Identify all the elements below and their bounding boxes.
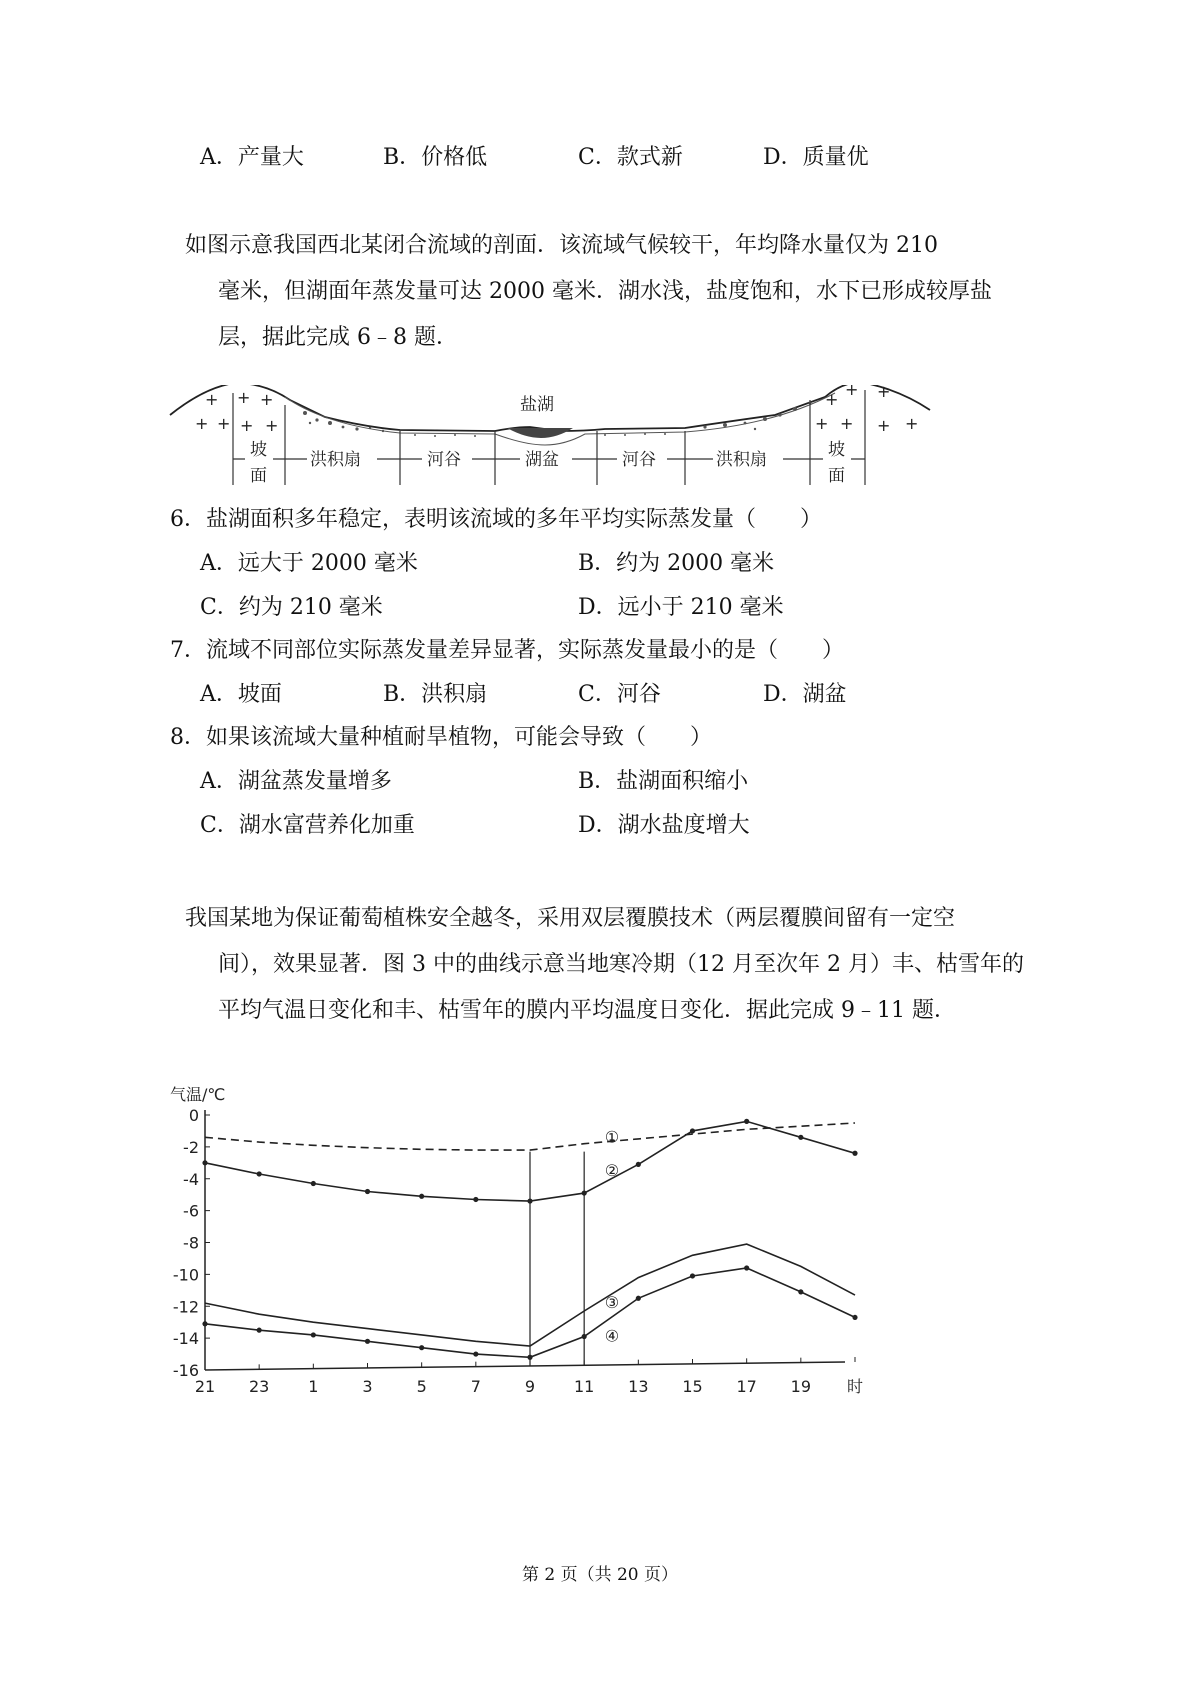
data-point [473,1197,478,1202]
y-tick-label: -2 [183,1137,199,1157]
data-point [744,1265,749,1270]
zone-slope-left-bottom: 面 [250,466,267,486]
q7-option-b: B．洪积扇 [383,682,488,707]
svg-text:+: + [825,390,839,409]
x-tick-label: 1 [308,1377,319,1396]
data-point [527,1355,532,1360]
x-tick-label: 13 [628,1377,649,1396]
x-tick-label: 时 [846,1377,864,1396]
data-point [365,1189,370,1194]
y-axis-label: 气温/℃ [170,1085,226,1104]
q6-option-b: B．约为 2000 毫米 [578,551,775,576]
x-tick-label: 15 [682,1377,703,1396]
data-point [257,1171,262,1176]
svg-text:+: + [877,416,891,435]
salt-lake-label: 盐湖 [520,395,554,415]
data-point [419,1194,424,1199]
data-point [311,1332,316,1337]
svg-text:+: + [840,414,854,433]
q5-option-b: B．价格低 [383,145,488,170]
q7-option-a: A．坡面 [200,682,282,707]
svg-text:+: + [265,416,279,435]
q8-option-b: B．盐湖面积缩小 [578,769,749,794]
data-point [419,1345,424,1350]
x-tick-label: 5 [416,1377,427,1396]
q7-option-c: C．河谷 [578,682,661,707]
zone-valley-right: 河谷 [622,450,656,470]
x-tick-label: 23 [248,1377,270,1396]
q6-option-c: C．约为 210 毫米 [200,595,383,620]
y-tick-label: -6 [183,1201,199,1221]
y-tick-label: -4 [183,1169,199,1189]
x-tick-label: 11 [573,1377,595,1396]
basin-profile-diagram [165,385,945,490]
q5-option-c: C．款式新 [578,145,683,170]
question-8-stem: 8．如果该流域大量种植耐旱植物，可能会导致（ ） [170,725,712,750]
svg-text:+: + [905,414,919,433]
svg-text:+: + [240,416,254,435]
data-point [582,1190,587,1195]
svg-text:+: + [815,414,829,433]
data-point [798,1135,803,1140]
data-point [852,1315,857,1320]
q5-option-d: D．质量优 [763,145,869,170]
q6-option-a: A．远大于 2000 毫米 [200,551,418,576]
y-tick-label: 0 [188,1106,199,1125]
data-point [311,1181,316,1186]
x-tick-label: 21 [194,1377,216,1396]
passage-salt-lake-rest: 毫米，但湖面年蒸发量可达 2000 毫米．湖水浅，盐度饱和，水下已形成较厚盐层，据此完成 6﹣8 题． [218,279,992,350]
series-line [205,1123,855,1150]
svg-text:+: + [237,388,251,407]
x-tick-label: 9 [524,1377,536,1396]
q5-option-a: A．产量大 [200,145,304,170]
y-tick-label: -8 [183,1233,199,1253]
data-point [365,1339,370,1344]
x-axis [205,1362,845,1370]
zone-valley-left: 河谷 [427,450,461,470]
series-label: ③ [604,1293,620,1313]
data-point [202,1160,207,1165]
q8-option-c: C．湖水富营养化加重 [200,813,415,838]
y-tick-label: -10 [172,1265,199,1285]
zone-alluvial-fan-left: 洪积扇 [310,450,361,470]
x-tick-label: 17 [736,1377,757,1396]
passage-grape-film-line1: 我国某地为保证葡萄植株安全越冬，采用双层覆膜技术（两层覆膜间留有一定空 [185,906,956,931]
passage-salt-lake-line1: 如图示意我国西北某闭合流域的剖面．该流域气候较干，年均降水量仅为 210 [185,233,938,258]
svg-text:+: + [877,385,891,401]
question-6-stem: 6．盐湖面积多年稳定，表明该流域的多年平均实际蒸发量（ ） [170,507,822,532]
passage-salt-lake [185,223,1025,361]
passage-grape-film-rest: 间），效果显著．图 3 中的曲线示意当地寒冷期（12 月至次年 2 月）丰、枯雪年的平均气温日变化和丰、枯雪年的膜内平均温度日变化．据此完成 9﹣11 题． [218,952,1024,1023]
temperature-line-chart [165,1080,885,1410]
data-point [636,1296,641,1301]
data-point [636,1162,641,1167]
zone-alluvial-fan-right: 洪积扇 [716,450,767,470]
x-tick-label: 7 [470,1377,481,1396]
q6-option-d: D．远小于 210 毫米 [578,595,784,620]
y-tick-label: -14 [172,1329,199,1349]
data-point [527,1198,532,1203]
series-label: ④ [604,1326,620,1346]
passage-grape-film [185,896,1025,1034]
data-point [690,1273,695,1278]
svg-text:+: + [260,390,274,409]
data-point [257,1328,262,1333]
svg-text:+: + [195,414,209,433]
data-point [473,1351,478,1356]
data-point [798,1289,803,1294]
data-point [202,1321,207,1326]
data-point [852,1151,857,1156]
data-point [744,1119,749,1124]
zone-slope-left-top: 坡 [250,440,267,460]
page-footer: 第 2 页（共 20 页） [521,1565,679,1585]
q8-option-a: A．湖盆蒸发量增多 [200,769,392,794]
data-point [582,1334,587,1339]
x-tick-label: 19 [790,1377,812,1396]
zone-slope-right-top: 坡 [828,440,845,460]
svg-text:+: + [845,385,859,399]
series-label: ② [604,1160,620,1180]
question-7-stem: 7．流域不同部位实际蒸发量差异显著，实际蒸发量最小的是（ ） [170,638,844,663]
x-tick-label: 3 [362,1377,373,1396]
svg-text:+: + [217,414,231,433]
svg-text:+: + [205,390,219,409]
q8-option-d: D．湖水盐度增大 [578,813,750,838]
zone-slope-right-bottom: 面 [828,466,845,486]
zone-lake-basin: 湖盆 [525,450,559,470]
series-label: ① [604,1127,620,1147]
y-tick-label: -16 [172,1361,199,1380]
q7-option-d: D．湖盆 [763,682,847,707]
y-tick-label: -12 [172,1297,199,1317]
data-point [690,1128,695,1133]
